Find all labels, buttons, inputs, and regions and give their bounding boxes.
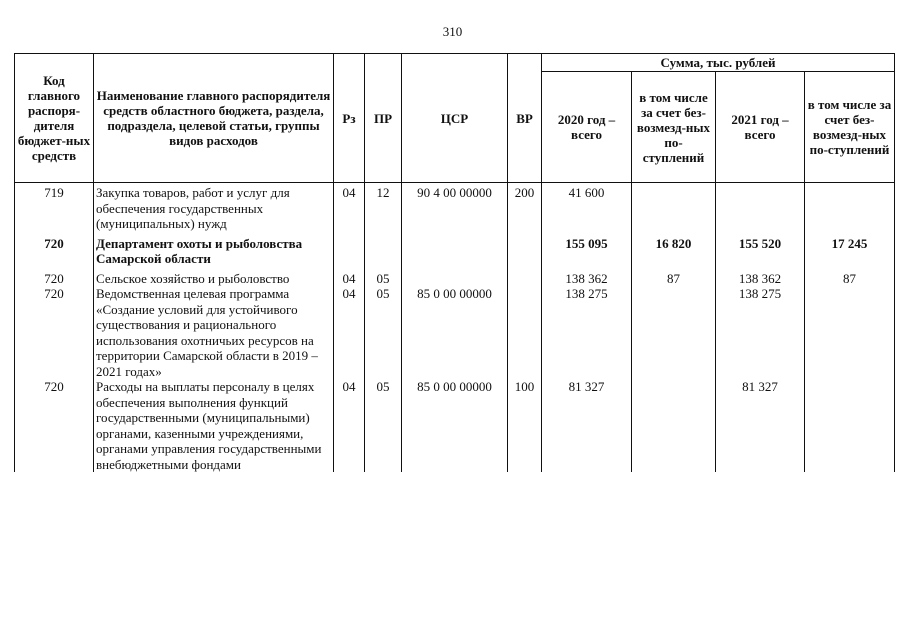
row-2020-free <box>632 183 716 232</box>
row-2021-free <box>805 183 895 232</box>
header-name: Наименование главного распорядителя средств областного бюджета, раздела, подраздела, целевой статьи, группы видов расходов <box>94 54 334 183</box>
row-2020-total: 138 275 <box>542 286 632 379</box>
row-pr <box>365 232 402 267</box>
row-2021-free: 17 245 <box>805 232 895 267</box>
budget-table <box>14 53 895 472</box>
header-2020-free: в том числе за счет без-возмезд-ных по-ступлений <box>632 72 716 183</box>
row-2020-free <box>632 286 716 379</box>
row-code: 719 <box>15 183 94 232</box>
row-2021-total <box>716 183 805 232</box>
header-rz: Рз <box>334 54 365 183</box>
row-2021-total: 138 275 <box>716 286 805 379</box>
row-csr: 85 0 00 00000 <box>402 379 508 472</box>
table-header <box>15 54 895 183</box>
header-2021-total: 2021 год – всего <box>716 72 805 183</box>
row-2021-total: 81 327 <box>716 379 805 472</box>
page-number: 310 <box>442 24 463 39</box>
row-pr: 05 <box>365 267 402 287</box>
row-code: 720 <box>15 286 94 379</box>
row-2020-free: 16 820 <box>632 232 716 267</box>
row-2021-total: 155 520 <box>716 232 805 267</box>
row-2021-free <box>805 286 895 379</box>
row-csr: 85 0 00 00000 <box>402 286 508 379</box>
header-2021-free: в том числе за счет без-возмезд-ных по-ступлений <box>805 72 895 183</box>
row-rz: 04 <box>334 183 365 232</box>
row-name: Расходы на выплаты персоналу в целях обеспечения выполнения функций государственными (муниципальными) органами, казенными учреждениями, органами управления государственными внебюджетными фондами <box>94 379 334 472</box>
table-body <box>15 183 895 473</box>
row-2020-total: 81 327 <box>542 379 632 472</box>
row-csr <box>402 232 508 267</box>
row-code: 720 <box>15 379 94 472</box>
table-row <box>15 379 895 472</box>
row-vr: 200 <box>508 183 542 232</box>
row-pr: 05 <box>365 286 402 379</box>
row-2021-free: 87 <box>805 267 895 287</box>
row-vr: 100 <box>508 379 542 472</box>
row-2021-free <box>805 379 895 472</box>
header-csr: ЦСР <box>402 54 508 183</box>
row-2020-free <box>632 379 716 472</box>
row-name: Сельское хозяйство и рыболовство <box>94 267 334 287</box>
row-2021-total: 138 362 <box>716 267 805 287</box>
row-name: Ведомственная целевая программа «Создание условий для устойчивого существования и рационального использования охотничьих ресурсов на территории Самарской области в 2019 – 2021 годах» <box>94 286 334 379</box>
row-rz <box>334 232 365 267</box>
header-2020-total: 2020 год – всего <box>542 72 632 183</box>
row-vr <box>508 286 542 379</box>
row-pr: 12 <box>365 183 402 232</box>
header-sum: Сумма, тыс. рублей <box>542 54 895 72</box>
row-rz: 04 <box>334 379 365 472</box>
row-name: Закупка товаров, работ и услуг для обеспечения государственных (муниципальных) нужд <box>94 183 334 232</box>
row-vr <box>508 267 542 287</box>
row-pr: 05 <box>365 379 402 472</box>
header-vr: ВР <box>508 54 542 183</box>
row-2020-total: 155 095 <box>542 232 632 267</box>
table-row <box>15 232 895 267</box>
header-pr: ПР <box>365 54 402 183</box>
row-2020-total: 41 600 <box>542 183 632 232</box>
row-code: 720 <box>15 267 94 287</box>
row-csr: 90 4 00 00000 <box>402 183 508 232</box>
header-code: Код главного распоря-дителя бюджет-ных средств <box>15 54 94 183</box>
table-row <box>15 267 895 287</box>
row-csr <box>402 267 508 287</box>
row-code: 720 <box>15 232 94 267</box>
table-row <box>15 183 895 232</box>
row-name: Департамент охоты и рыболовства Самарской области <box>94 232 334 267</box>
row-2020-total: 138 362 <box>542 267 632 287</box>
row-2020-free: 87 <box>632 267 716 287</box>
row-rz: 04 <box>334 286 365 379</box>
row-vr <box>508 232 542 267</box>
table-row <box>15 286 895 379</box>
budget-table-container <box>14 53 894 472</box>
row-rz: 04 <box>334 267 365 287</box>
